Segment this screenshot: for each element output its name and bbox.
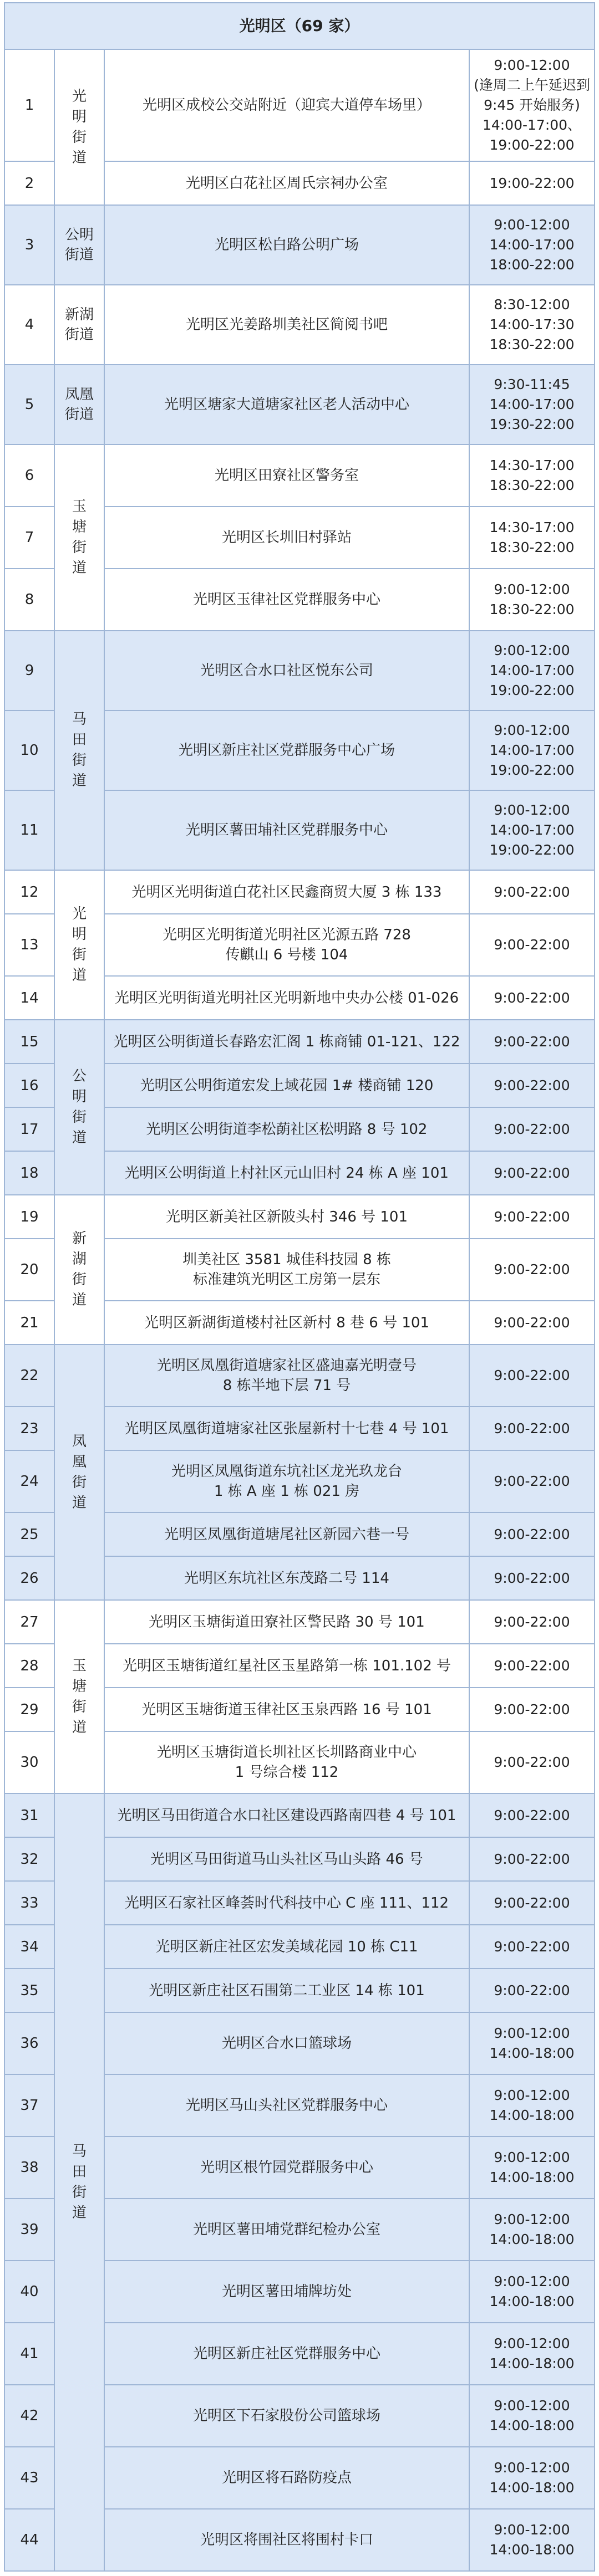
hours-cell (470, 1195, 594, 1238)
address-cell (105, 1644, 469, 1687)
row-number: 34 (5, 1925, 54, 1968)
hours-line: 18:30-22:00 (489, 477, 575, 493)
hours-line: 9:00-12:00 (494, 2149, 570, 2165)
hours-line: 9:00-22:00 (494, 1754, 570, 1770)
address-line: 传麒山 6 号楼 104 (225, 947, 348, 963)
address-cell (105, 1601, 469, 1643)
hours-line: 9:00-12:00 (494, 2025, 570, 2041)
address-line: 光明区石家社区峰荟时代科技中心 C 座 111、112 (124, 1894, 449, 1911)
street-name: 新湖街道 (64, 306, 94, 343)
hours-cell (470, 1020, 594, 1063)
hours-line: 14:00-18:00 (489, 2107, 575, 2123)
address-cell (105, 1152, 469, 1194)
hours-cell (470, 1108, 594, 1151)
row-number: 35 (5, 1969, 54, 2012)
hours-line: 9:00-22:00 (494, 1570, 570, 1586)
hours-line: 18:30-22:00 (489, 601, 575, 617)
hours-cell (470, 1882, 594, 1924)
hours-cell (470, 2013, 594, 2074)
address-cell (105, 445, 469, 506)
hours-line: 9:00-22:00 (494, 1164, 570, 1181)
row-number: 12 (5, 871, 54, 913)
address-line: 光明区玉塘街道玉律社区玉泉西路 16 号 101 (141, 1701, 432, 1718)
street-cell (55, 1195, 104, 1344)
address-line: 光明区新美社区新陂头村 346 号 101 (165, 1208, 408, 1225)
address-line: 光明区玉塘街道红星社区玉星路第一栋 101.102 号 (122, 1657, 451, 1674)
row-number: 24 (5, 1451, 54, 1512)
hours-line: 19:00-22:00 (489, 137, 575, 153)
row-number: 19 (5, 1195, 54, 1238)
hours-line: 14:00-18:00 (489, 2480, 575, 2496)
row-number: 42 (5, 2385, 54, 2446)
hours-cell (470, 1601, 594, 1643)
address-cell (105, 162, 469, 205)
hours-cell (470, 711, 594, 790)
street-cell (55, 1601, 104, 1793)
hours-cell (470, 569, 594, 630)
hours-line: 9:45 开始服务) (484, 97, 580, 113)
hours-cell (470, 631, 594, 710)
row-number: 37 (5, 2075, 54, 2136)
row-number: 14 (5, 977, 54, 1019)
row-number: 23 (5, 1407, 54, 1450)
hours-line: 19:00-22:00 (489, 762, 575, 778)
street-name: 马田街道 (72, 711, 87, 789)
street-name: 凤凰街道 (72, 1433, 87, 1511)
address-line: 光明区玉塘街道田寮社区警民路 30 号 101 (149, 1613, 425, 1631)
hours-cell (470, 507, 594, 568)
row-number: 13 (5, 914, 54, 975)
hours-cell (470, 914, 594, 975)
table-title-cell (5, 3, 594, 49)
hours-line: 14:00-18:00 (489, 2293, 575, 2309)
row-number: 17 (5, 1108, 54, 1151)
hours-cell (470, 1451, 594, 1512)
address-line: 光明区新庄社区石围第二工业区 14 栋 101 (149, 1982, 425, 1999)
row-number: 33 (5, 1882, 54, 1924)
row-number: 15 (5, 1020, 54, 1063)
hours-cell (470, 1925, 594, 1968)
street-cell (55, 1020, 104, 1194)
row-number: 32 (5, 1838, 54, 1880)
hours-cell (470, 1345, 594, 1406)
hours-line: 8:30-12:00 (494, 297, 570, 313)
hours-line: 9:00-22:00 (494, 1807, 570, 1823)
hours-line: 19:30-22:00 (489, 416, 575, 432)
hours-cell (470, 445, 594, 506)
hours-line: 14:30-17:00 (489, 519, 575, 535)
row-number: 26 (5, 1557, 54, 1599)
address-cell (105, 1688, 469, 1731)
street-cell (55, 1794, 104, 2570)
street-name: 马田街道 (72, 2143, 87, 2221)
street-cell (55, 285, 104, 364)
address-line: 标准建筑光明区工房第一层东 (192, 1271, 380, 1288)
address-line: 光明区新湖街道楼村社区新村 8 巷 6 号 101 (144, 1314, 430, 1331)
street-cell (55, 206, 104, 284)
hours-cell (470, 285, 594, 364)
address-line: 光明区新庄社区党群服务中心 (192, 2345, 380, 2362)
hours-cell (470, 2261, 594, 2322)
hours-cell (470, 1407, 594, 1450)
address-cell (105, 1195, 469, 1238)
hours-cell (470, 206, 594, 284)
address-line: 光明区公明街道长春路宏汇阁 1 栋商铺 01-121、122 (113, 1033, 460, 1050)
address-cell (105, 1732, 469, 1793)
hours-cell (470, 1557, 594, 1599)
address-line: 光明区凤凰街道塘家社区张屋新村十七巷 4 号 101 (124, 1420, 449, 1437)
address-cell (105, 1345, 469, 1406)
address-line: 光明区光明街道光明社区光明新地中央办公楼 01-026 (114, 989, 459, 1006)
hours-line: 9:00-22:00 (494, 1657, 570, 1674)
hours-line: 14:00-17:00、 (482, 117, 582, 133)
hours-line: 14:00-18:00 (489, 2045, 575, 2061)
row-number: 41 (5, 2323, 54, 2384)
row-number: 7 (5, 507, 54, 568)
row-number: 44 (5, 2509, 54, 2570)
address-line: 光明区马田街道马山头社区马山头路 46 号 (150, 1851, 423, 1868)
address-cell (105, 1838, 469, 1880)
hours-line: 14:30-17:00 (489, 457, 575, 473)
hours-line: 9:30-11:45 (494, 376, 570, 392)
address-line: 光明区凤凰街道东坑社区龙光玖龙台 (171, 1463, 402, 1480)
row-number: 38 (5, 2137, 54, 2198)
hours-cell (470, 1239, 594, 1300)
address-cell (105, 631, 469, 710)
hours-cell (470, 1969, 594, 2012)
address-line: 光明区将石路防疫点 (221, 2470, 352, 2486)
address-line: 光明区光明街道白花社区民鑫商贸大厦 3 栋 133 (131, 883, 442, 901)
hours-line: 19:00-22:00 (489, 842, 575, 858)
row-number: 6 (5, 445, 54, 506)
hours-line: 14:00-18:00 (489, 2169, 575, 2185)
street-cell (55, 445, 104, 630)
hours-cell (470, 1732, 594, 1793)
hours-line: 9:00-22:00 (494, 1473, 570, 1489)
row-number: 30 (5, 1732, 54, 1793)
address-cell (105, 50, 469, 161)
hours-line: 14:00-18:00 (489, 2231, 575, 2247)
address-cell (105, 914, 469, 975)
street-name: 公明街道 (72, 1068, 87, 1146)
row-number: 16 (5, 1064, 54, 1107)
row-number: 9 (5, 631, 54, 710)
address-line: 光明区将围社区将围村卡口 (200, 2532, 373, 2548)
hours-cell (470, 791, 594, 870)
address-cell (105, 569, 469, 630)
address-cell (105, 2509, 469, 2570)
address-line: 光明区塘家大道塘家社区老人活动中心 (164, 396, 409, 413)
address-line: 光明区新庄社区宏发美域花园 10 栋 C11 (155, 1938, 418, 1955)
address-cell (105, 1925, 469, 1968)
row-number: 2 (5, 162, 54, 205)
hours-line: 9:00-12:00 (494, 642, 570, 658)
street-name: 玉塘街道 (72, 1657, 87, 1736)
hours-line: 9:00-12:00 (494, 2398, 570, 2414)
row-number: 18 (5, 1152, 54, 1194)
hours-cell (470, 1794, 594, 1837)
hours-cell (470, 162, 594, 205)
hours-line: 19:00-22:00 (489, 175, 575, 191)
street-cell (55, 631, 104, 870)
address-cell (105, 977, 469, 1019)
address-cell (105, 2075, 469, 2136)
row-number: 31 (5, 1794, 54, 1837)
address-cell (105, 1239, 469, 1300)
hours-line: 9:00-22:00 (494, 1894, 570, 1911)
address-cell (105, 1407, 469, 1450)
address-line: 光明区公明街道上村社区元山旧村 24 栋 A 座 101 (125, 1164, 449, 1182)
hours-line: 9:00-22:00 (494, 989, 570, 1006)
address-line: 光明区薯田埔社区党群服务中心 (185, 822, 388, 839)
hours-line: 14:00-17:00 (489, 662, 575, 678)
hours-cell (470, 977, 594, 1019)
hours-line: 18:30-22:00 (489, 539, 575, 555)
row-number: 21 (5, 1301, 54, 1344)
street-cell (55, 50, 104, 205)
address-line: 圳美社区 3581 城佳科技园 8 栋 (182, 1251, 391, 1268)
address-line: 光明区光明街道光明社区光源五路 728 (163, 927, 411, 943)
address-line: 光明区成校公交站附近（迎宾大道停车场里） (142, 97, 431, 114)
hours-line: 9:00-22:00 (494, 1077, 570, 1093)
hours-line: 18:00-22:00 (489, 257, 575, 273)
address-line: 光明区公明街道宏发上域花园 1# 楼商铺 120 (140, 1077, 434, 1094)
hours-line: 9:00-22:00 (494, 937, 570, 953)
address-line: 光明区合水口篮球场 (221, 2035, 352, 2052)
address-line: 光明区田寮社区警务室 (214, 467, 359, 484)
address-cell (105, 1451, 469, 1512)
address-line: 光明区东坑社区东茂路二号 114 (184, 1570, 389, 1587)
address-cell (105, 2323, 469, 2384)
hours-cell (470, 2199, 594, 2260)
row-number: 43 (5, 2447, 54, 2508)
address-cell (105, 285, 469, 364)
row-number: 36 (5, 2013, 54, 2074)
hours-cell (470, 1152, 594, 1194)
address-cell (105, 206, 469, 284)
hours-line: 9:00-12:00 (494, 2460, 570, 2476)
row-number: 3 (5, 206, 54, 284)
hours-line: 9:00-22:00 (494, 1938, 570, 1955)
hours-line: 9:00-22:00 (494, 1420, 570, 1437)
address-line: 光明区松白路公明广场 (214, 237, 359, 253)
hours-line: 14:00-17:00 (489, 396, 575, 412)
hours-cell (470, 2385, 594, 2446)
hours-line: 14:00-17:00 (489, 742, 575, 758)
hours-line: 9:00-22:00 (494, 1526, 570, 1542)
address-cell (105, 365, 469, 444)
street-name: 光明街道 (72, 906, 87, 984)
hours-line: 9:00-12:00 (494, 722, 570, 738)
address-cell (105, 1513, 469, 1556)
hours-cell (470, 2323, 594, 2384)
hours-line: 14:00-18:00 (489, 2542, 575, 2558)
hours-line: 9:00-12:00 (494, 802, 570, 818)
hours-line: 9:00-22:00 (494, 1982, 570, 1999)
address-line: 光明区马田街道合水口社区建设西路南四巷 4 号 101 (117, 1807, 456, 1824)
hours-line: 9:00-22:00 (494, 1613, 570, 1630)
address-cell (105, 2137, 469, 2198)
hours-cell (470, 2075, 594, 2136)
address-line: 光明区马山头社区党群服务中心 (185, 2097, 388, 2114)
hours-cell (470, 1513, 594, 1556)
hours-line: 9:00-12:00 (494, 2087, 570, 2103)
street-cell (55, 1345, 104, 1599)
address-cell (105, 1020, 469, 1063)
address-line: 光明区玉塘街道长圳社区长圳路商业中心 (156, 1744, 417, 1761)
hours-line: 9:00-22:00 (494, 1121, 570, 1137)
hours-cell (470, 2509, 594, 2570)
address-cell (105, 2447, 469, 2508)
hours-cell (470, 1688, 594, 1731)
address-cell (105, 2385, 469, 2446)
street-name: 新湖街道 (72, 1230, 87, 1309)
row-number: 25 (5, 1513, 54, 1556)
address-line: 光明区公明街道李松蓢社区松明路 8 号 102 (146, 1121, 428, 1138)
hours-cell (470, 1064, 594, 1107)
address-cell (105, 1301, 469, 1344)
address-line: 光明区根竹园党群服务中心 (200, 2159, 373, 2176)
row-number: 28 (5, 1644, 54, 1687)
row-number: 1 (5, 50, 54, 161)
address-cell (105, 507, 469, 568)
hours-line: 9:00-12:00 (494, 2522, 570, 2538)
address-cell (105, 2261, 469, 2322)
row-number: 8 (5, 569, 54, 630)
hours-line: 19:00-22:00 (489, 682, 575, 698)
address-cell (105, 2013, 469, 2074)
hours-line: 9:00-12:00 (494, 57, 570, 73)
hours-cell (470, 1644, 594, 1687)
hours-line: 14:00-17:00 (489, 822, 575, 838)
address-line: 1 号综合楼 112 (235, 1764, 339, 1781)
street-name: 玉塘街道 (72, 498, 87, 576)
hours-line: 9:00-22:00 (494, 1208, 570, 1225)
hours-line: 9:00-22:00 (494, 1261, 570, 1277)
hours-line: 14:00-18:00 (489, 2417, 575, 2434)
row-number: 39 (5, 2199, 54, 2260)
address-line: 光明区薯田埔党群纪检办公室 (192, 2221, 380, 2238)
address-line: 光明区玉律社区党群服务中心 (192, 591, 380, 608)
hours-cell (470, 1301, 594, 1344)
hours-line: 9:00-22:00 (494, 1701, 570, 1718)
street-cell (55, 365, 104, 444)
street-name: 公明街道 (64, 227, 94, 263)
hours-line: 9:00-12:00 (494, 217, 570, 233)
address-line: 光明区薯田埔牌坊处 (221, 2283, 352, 2300)
hours-line: 9:00-22:00 (494, 1367, 570, 1383)
hours-line: 14:00-18:00 (489, 2355, 575, 2371)
row-number: 11 (5, 791, 54, 870)
row-number: 10 (5, 711, 54, 790)
hours-line: 9:00-12:00 (494, 2273, 570, 2289)
street-cell (55, 871, 104, 1019)
hours-line: 14:00-17:30 (489, 316, 575, 333)
address-line: 光明区凤凰街道塘尾社区新园六巷一号 (164, 1526, 409, 1543)
hours-cell (470, 50, 594, 161)
hours-line: 9:00-12:00 (494, 581, 570, 597)
address-cell (105, 1557, 469, 1599)
address-cell (105, 1064, 469, 1107)
address-cell (105, 871, 469, 913)
hours-line: 18:30-22:00 (489, 336, 575, 352)
address-cell (105, 711, 469, 790)
row-number: 20 (5, 1239, 54, 1300)
street-name: 凤凰街道 (64, 386, 94, 423)
address-cell (105, 1969, 469, 2012)
hours-line: (逢周二上午延迟到 (474, 77, 590, 93)
address-line: 光明区新庄社区党群服务中心广场 (178, 742, 395, 759)
address-cell (105, 1108, 469, 1151)
row-number: 29 (5, 1688, 54, 1731)
address-line: 光明区合水口社区悦东公司 (200, 662, 373, 679)
table-title: 光明区（69 家） (239, 17, 360, 35)
row-number: 40 (5, 2261, 54, 2322)
street-name: 光明街道 (72, 88, 87, 166)
hours-line: 9:00-22:00 (494, 1851, 570, 1867)
location-table (4, 2, 595, 2572)
hours-cell (470, 871, 594, 913)
address-line: 光明区白花社区周氏宗祠办公室 (185, 175, 388, 192)
row-number: 4 (5, 285, 54, 364)
row-number: 22 (5, 1345, 54, 1406)
address-cell (105, 2199, 469, 2260)
address-line: 8 栋半地下层 71 号 (222, 1377, 351, 1394)
hours-cell (470, 365, 594, 444)
hours-cell (470, 1838, 594, 1880)
hours-line: 9:00-22:00 (494, 1314, 570, 1331)
address-line: 1 栋 A 座 1 栋 021 房 (214, 1483, 360, 1500)
address-cell (105, 791, 469, 870)
row-number: 5 (5, 365, 54, 444)
address-line: 光明区下石家股份公司篮球场 (192, 2408, 380, 2424)
row-number: 27 (5, 1601, 54, 1643)
hours-cell (470, 2137, 594, 2198)
hours-line: 9:00-12:00 (494, 2211, 570, 2227)
hours-line: 9:00-22:00 (494, 1033, 570, 1050)
hours-line: 14:00-17:00 (489, 237, 575, 253)
address-line: 光明区长圳旧村驿站 (221, 529, 352, 546)
address-line: 光明区光姜路圳美社区简阅书吧 (185, 316, 388, 333)
hours-cell (470, 2447, 594, 2508)
address-cell (105, 1882, 469, 1924)
address-cell (105, 1794, 469, 1837)
address-line: 光明区凤凰街道塘家社区盛迪嘉光明壹号 (156, 1357, 417, 1374)
hours-line: 9:00-22:00 (494, 883, 570, 900)
hours-line: 9:00-12:00 (494, 2335, 570, 2352)
